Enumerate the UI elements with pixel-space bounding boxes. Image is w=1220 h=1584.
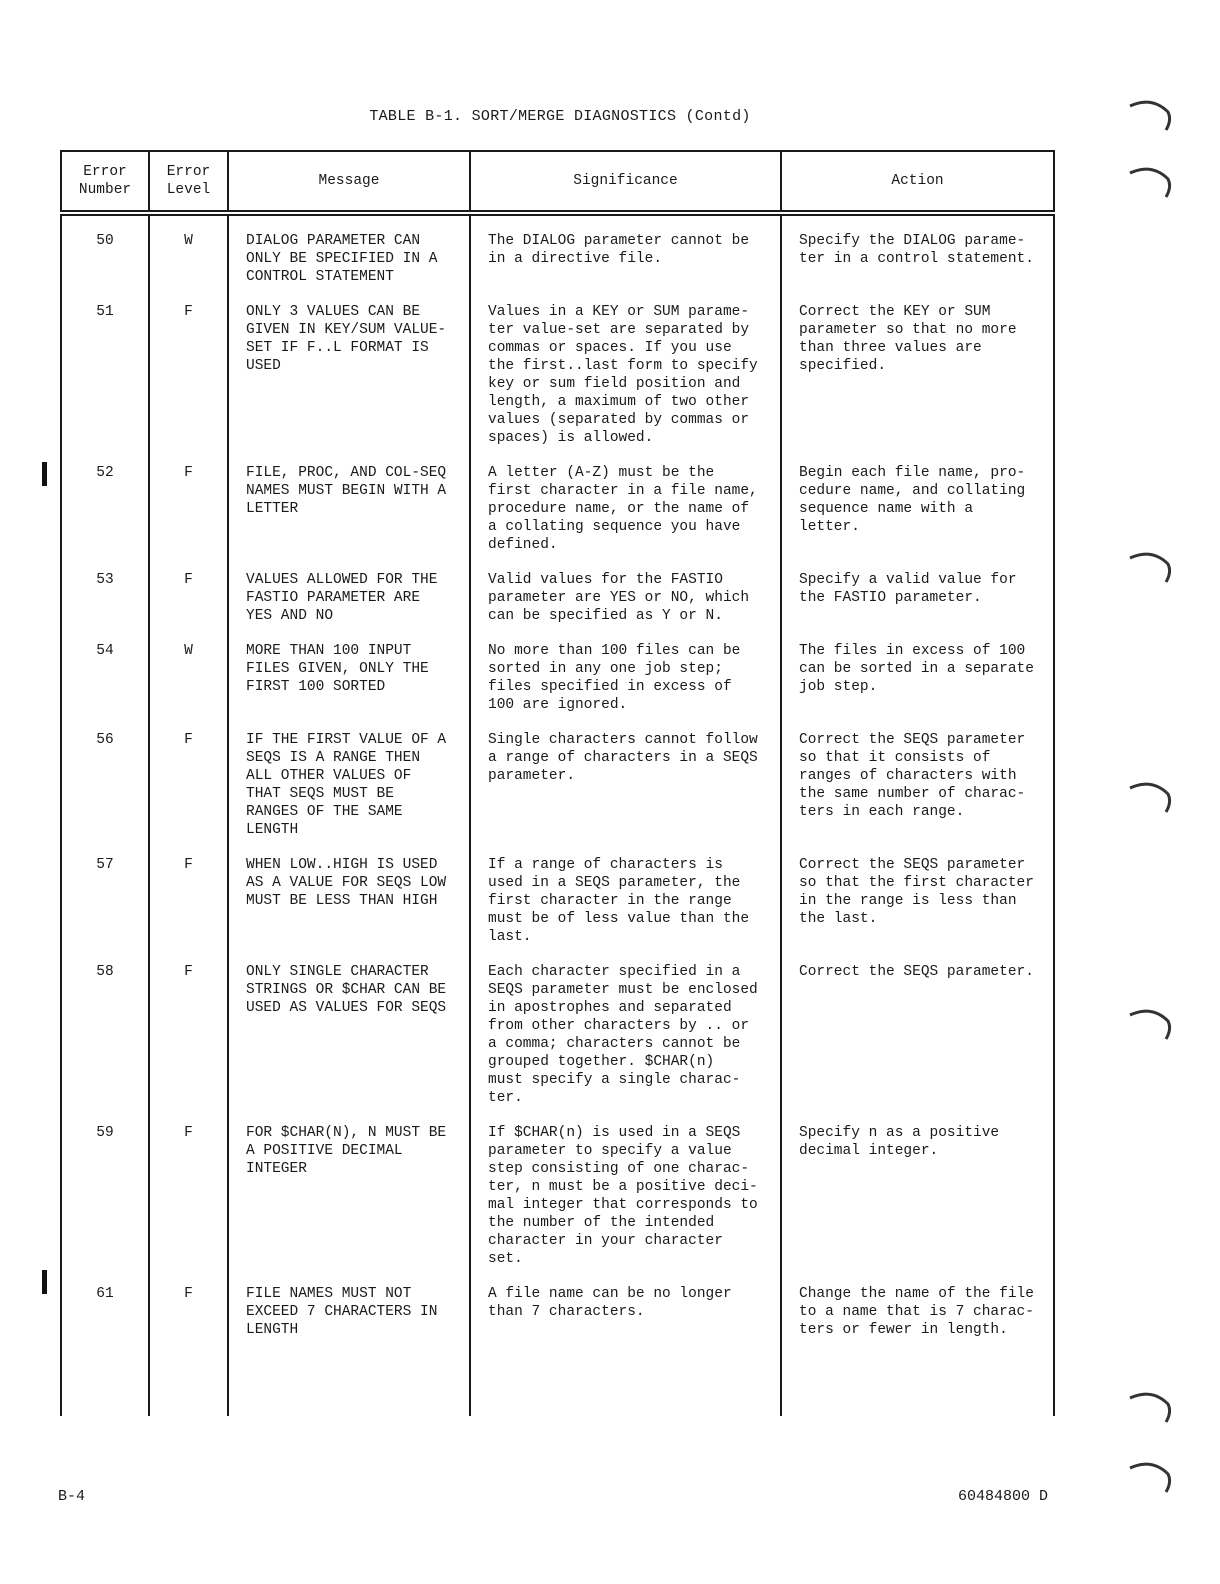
error-number-cell: 52 [61, 464, 149, 571]
binder-hole-mark [1126, 163, 1174, 201]
binder-hole-mark [1126, 96, 1174, 134]
binder-hole-mark [1126, 1458, 1174, 1496]
error-level-cell: F [149, 1285, 228, 1356]
empty-cell [228, 1356, 470, 1416]
error-number-cell: 59 [61, 1124, 149, 1285]
diagnostics-table [60, 150, 1055, 1416]
header-error-level: Error Level [149, 151, 228, 213]
error-number-cell: 58 [61, 963, 149, 1124]
header-error-number: Error Number [61, 151, 149, 213]
document-number: 60484800 D [958, 1488, 1049, 1505]
significance-cell: Each character specified in a SEQS parameter must be enclosed in apostrophes and separated from other characters by .. or a comma; characters cannot be grouped together. $CHAR(n) must specify a single charac- ter. [470, 963, 781, 1124]
table-row [61, 213, 1054, 303]
table-row [61, 963, 1054, 1124]
table-row [61, 1124, 1054, 1285]
error-level-cell: F [149, 571, 228, 642]
error-level-cell: F [149, 731, 228, 856]
error-level-cell: W [149, 642, 228, 731]
empty-cell [781, 1356, 1054, 1416]
error-level-cell: F [149, 303, 228, 464]
action-cell: The files in excess of 100 can be sorted in a separate job step. [781, 642, 1054, 731]
empty-cell [149, 1356, 228, 1416]
significance-cell: No more than 100 files can be sorted in any one job step; files specified in excess of 100 are ignored. [470, 642, 781, 731]
message-cell: FILE, PROC, AND COL-SEQ NAMES MUST BEGIN WITH A LETTER [228, 464, 470, 571]
header-significance: Significance [470, 151, 781, 213]
action-cell: Specify the DIALOG parame- ter in a control statement. [781, 213, 1054, 303]
action-cell: Change the name of the file to a name that is 7 charac- ters or fewer in length. [781, 1285, 1054, 1356]
empty-cell [61, 1356, 149, 1416]
message-cell: FILE NAMES MUST NOT EXCEED 7 CHARACTERS IN LENGTH [228, 1285, 470, 1356]
error-number-cell: 54 [61, 642, 149, 731]
action-cell: Specify a valid value for the FASTIO parameter. [781, 571, 1054, 642]
message-cell: ONLY 3 VALUES CAN BE GIVEN IN KEY/SUM VALUE- SET IF F..L FORMAT IS USED [228, 303, 470, 464]
action-cell: Specify n as a positive decimal integer. [781, 1124, 1054, 1285]
table-row [61, 1285, 1054, 1356]
error-level-cell: F [149, 464, 228, 571]
error-level-cell: F [149, 856, 228, 963]
binder-hole-mark [1126, 1005, 1174, 1043]
significance-cell: Single characters cannot follow a range of characters in a SEQS parameter. [470, 731, 781, 856]
table-row [61, 303, 1054, 464]
binder-hole-mark [1126, 1388, 1174, 1426]
message-cell: ONLY SINGLE CHARACTER STRINGS OR $CHAR CAN BE USED AS VALUES FOR SEQS [228, 963, 470, 1124]
message-cell: VALUES ALLOWED FOR THE FASTIO PARAMETER ARE YES AND NO [228, 571, 470, 642]
empty-cell [470, 1356, 781, 1416]
table-row [61, 464, 1054, 571]
significance-cell: If a range of characters is used in a SEQS parameter, the first character in the range must be of less value than the last. [470, 856, 781, 963]
significance-cell: A letter (A-Z) must be the first character in a file name, procedure name, or the name of a collating sequence you have defined. [470, 464, 781, 571]
binder-hole-mark [1126, 548, 1174, 586]
table-row [61, 642, 1054, 731]
action-cell: Correct the SEQS parameter so that it consists of ranges of characters with the same number of charac- ters in each range. [781, 731, 1054, 856]
action-cell: Correct the KEY or SUM parameter so that no more than three values are specified. [781, 303, 1054, 464]
error-number-cell: 53 [61, 571, 149, 642]
significance-cell: Valid values for the FASTIO parameter are YES or NO, which can be specified as Y or N. [470, 571, 781, 642]
error-level-cell: W [149, 213, 228, 303]
page-number: B-4 [58, 1488, 86, 1505]
message-cell: DIALOG PARAMETER CAN ONLY BE SPECIFIED IN A CONTROL STATEMENT [228, 213, 470, 303]
table-header-row [61, 151, 1054, 213]
error-number-cell: 50 [61, 213, 149, 303]
binder-hole-mark [1126, 778, 1174, 816]
significance-cell: If $CHAR(n) is used in a SEQS parameter to specify a value step consisting of one charac- ter, n must be a positive deci- mal integer that corresponds to the number of the intended character in your character set. [470, 1124, 781, 1285]
message-cell: WHEN LOW..HIGH IS USED AS A VALUE FOR SEQS LOW MUST BE LESS THAN HIGH [228, 856, 470, 963]
message-cell: IF THE FIRST VALUE OF A SEQS IS A RANGE THEN ALL OTHER VALUES OF THAT SEQS MUST BE RANGES OF THE SAME LENGTH [228, 731, 470, 856]
message-cell: MORE THAN 100 INPUT FILES GIVEN, ONLY THE FIRST 100 SORTED [228, 642, 470, 731]
header-message: Message [228, 151, 470, 213]
error-number-cell: 56 [61, 731, 149, 856]
error-level-cell: F [149, 1124, 228, 1285]
message-cell: FOR $CHAR(N), N MUST BE A POSITIVE DECIMAL INTEGER [228, 1124, 470, 1285]
error-level-cell: F [149, 963, 228, 1124]
change-bar [42, 1270, 47, 1294]
table-row [61, 731, 1054, 856]
header-action: Action [781, 151, 1054, 213]
table-body [61, 213, 1054, 1416]
significance-cell: Values in a KEY or SUM parame- ter value-set are separated by commas or spaces. If you use the first..last form to specify key or sum field position and length, a maximum of two other values (separated by commas or spaces) is allowed. [470, 303, 781, 464]
table-title: TABLE B-1. SORT/MERGE DIAGNOSTICS (Contd) [369, 108, 751, 125]
table-row [61, 856, 1054, 963]
action-cell: Correct the SEQS parameter so that the first character in the range is less than the last. [781, 856, 1054, 963]
table-row [61, 571, 1054, 642]
significance-cell: A file name can be no longer than 7 characters. [470, 1285, 781, 1356]
error-number-cell: 61 [61, 1285, 149, 1356]
table-filler-row [61, 1356, 1054, 1416]
significance-cell: The DIALOG parameter cannot be in a directive file. [470, 213, 781, 303]
action-cell: Correct the SEQS parameter. [781, 963, 1054, 1124]
error-number-cell: 51 [61, 303, 149, 464]
action-cell: Begin each file name, pro- cedure name, and collating sequence name with a letter. [781, 464, 1054, 571]
error-number-cell: 57 [61, 856, 149, 963]
change-bar [42, 462, 47, 486]
